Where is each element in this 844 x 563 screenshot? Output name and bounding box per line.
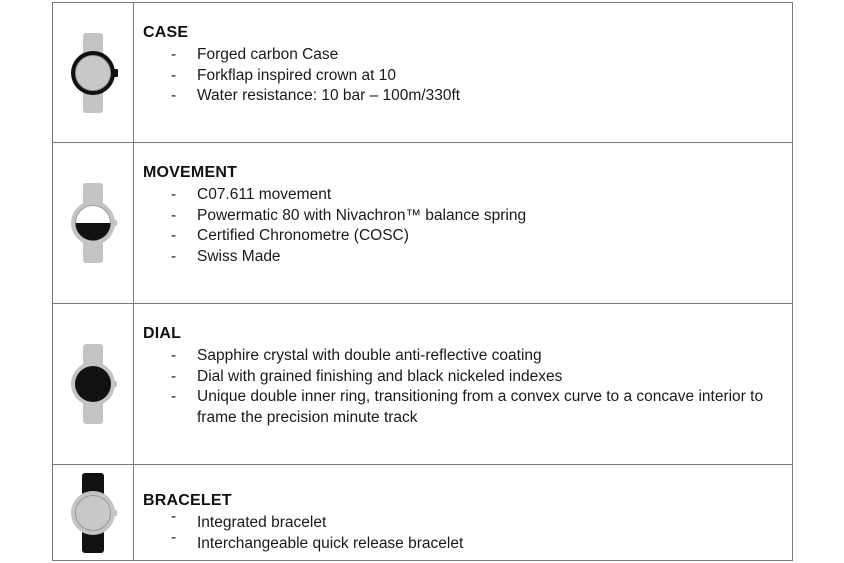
spec-content [134,3,793,143]
spec-list [143,513,792,554]
icon-cell [53,143,134,304]
spec-content [134,304,793,465]
section-title: DIAL [143,325,182,342]
spec-list [143,45,792,107]
section-title: BRACELET [143,492,232,509]
spec-item: - Integrated bracelet [143,513,792,534]
spec-table [52,2,793,561]
spec-item: - Forged carbon Case [143,45,792,66]
watch-bracelet-icon [63,471,123,555]
spec-item: - Certified Chronometre (COSC) [143,226,792,247]
spec-item: - C07.611 movement [143,185,792,206]
spec-content [134,465,793,561]
spec-item: - Forkflap inspired crown at 10 [143,66,792,87]
spec-row-bracelet [53,465,793,561]
icon-cell [53,3,134,143]
icon-cell [53,304,134,465]
section-title: CASE [143,24,189,41]
spec-item: - Unique double inner ring, transitioning from a convex curve to a concave interior to frame the precision minute track [143,387,792,428]
spec-row-dial [53,304,793,465]
spec-item: - Dial with grained finishing and black nickeled indexes [143,367,792,388]
watch-case-icon [63,31,123,115]
spec-item: - Water resistance: 10 bar – 100m/330ft [143,86,792,107]
spec-item: - Swiss Made [143,247,792,268]
spec-list [143,346,792,428]
spec-row-movement [53,143,793,304]
spec-item: - Sapphire crystal with double anti-reflective coating [143,346,792,367]
spec-item: - Powermatic 80 with Nivachron™ balance spring [143,206,792,227]
watch-movement-icon [63,181,123,265]
spec-row-case [53,3,793,143]
section-title: MOVEMENT [143,164,238,181]
watch-dial-icon [63,342,123,426]
icon-cell [53,465,134,561]
spec-list [143,185,792,267]
spec-content [134,143,793,304]
spec-item: - Interchangeable quick release bracelet [143,534,792,555]
